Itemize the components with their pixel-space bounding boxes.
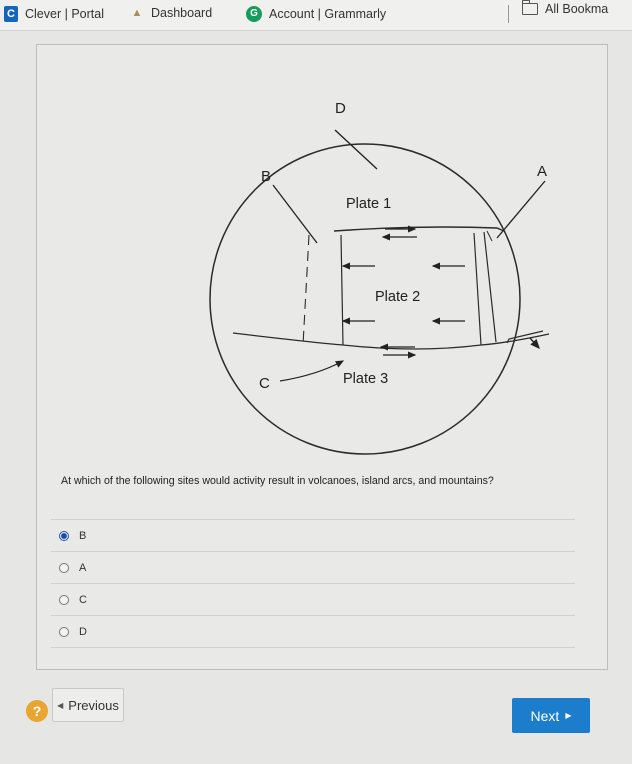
option-label: C bbox=[79, 593, 87, 606]
plate-boundary-tick bbox=[487, 231, 492, 241]
plate-1-bottom-boundary bbox=[334, 227, 504, 231]
pointer-line-a bbox=[497, 181, 545, 238]
bookmark-clever-portal[interactable] bbox=[4, 6, 104, 22]
answer-options bbox=[51, 519, 575, 648]
label-a: A bbox=[537, 163, 548, 180]
option-d[interactable] bbox=[51, 615, 575, 648]
plate-2-left-boundary bbox=[341, 235, 343, 345]
dashed-boundary bbox=[303, 235, 309, 345]
bookmarks-bar bbox=[0, 0, 632, 31]
bookmark-label: Clever | Portal bbox=[25, 7, 104, 21]
question-panel bbox=[36, 44, 608, 670]
radio-empty-icon[interactable] bbox=[59, 563, 69, 573]
option-a[interactable] bbox=[51, 551, 575, 583]
option-b[interactable] bbox=[51, 519, 575, 551]
clever-logo-icon: C bbox=[4, 6, 18, 22]
radio-empty-icon[interactable] bbox=[59, 627, 69, 637]
folder-icon bbox=[522, 3, 538, 15]
grammarly-g-icon: G bbox=[246, 6, 262, 22]
pointer-line-d bbox=[335, 130, 377, 169]
bookmark-grammarly[interactable] bbox=[246, 6, 386, 22]
bookmarks-separator bbox=[508, 5, 509, 23]
chevron-left-icon: ◀ bbox=[57, 700, 64, 710]
radio-empty-icon[interactable] bbox=[59, 595, 69, 605]
all-bookmarks-label: All Bookma bbox=[545, 2, 609, 16]
option-label: D bbox=[79, 625, 87, 638]
radio-selected-icon[interactable] bbox=[59, 531, 69, 541]
previous-button[interactable] bbox=[52, 688, 124, 722]
next-label: Next bbox=[530, 707, 560, 724]
pointer-line-b bbox=[273, 185, 317, 243]
pointer-line-c bbox=[280, 361, 343, 381]
bookmark-label: Dashboard bbox=[151, 6, 213, 20]
previous-label: Previous bbox=[68, 697, 119, 713]
label-d: D bbox=[335, 100, 346, 117]
label-plate-3: Plate 3 bbox=[343, 371, 389, 387]
label-b: B bbox=[261, 168, 272, 185]
option-c[interactable] bbox=[51, 583, 575, 615]
option-label: B bbox=[79, 529, 87, 542]
dashboard-icon: ▲ bbox=[131, 7, 143, 19]
label-plate-2: Plate 2 bbox=[375, 289, 421, 305]
next-button[interactable] bbox=[512, 698, 590, 733]
chevron-right-icon: ▶ bbox=[565, 711, 572, 720]
plate-2-right-boundary-inner bbox=[474, 233, 481, 345]
help-button[interactable]: ? bbox=[26, 700, 48, 722]
earth-section-circle bbox=[210, 144, 520, 454]
label-plate-1: Plate 1 bbox=[346, 196, 392, 212]
bookmark-dashboard[interactable] bbox=[130, 6, 212, 20]
option-label: A bbox=[79, 561, 87, 574]
label-c: C bbox=[259, 375, 270, 392]
plate-boundary-diagram bbox=[37, 45, 607, 465]
question-text: At which of the following sites would activity result in volcanoes, island arcs, and mountains? bbox=[61, 475, 494, 487]
arrow-a-pointer bbox=[530, 338, 539, 348]
bookmark-label: Account | Grammarly bbox=[269, 7, 387, 21]
plate-2-right-boundary-outer bbox=[484, 232, 496, 342]
all-bookmarks-button[interactable] bbox=[522, 2, 608, 16]
plate-3-boundary-left bbox=[233, 333, 343, 345]
